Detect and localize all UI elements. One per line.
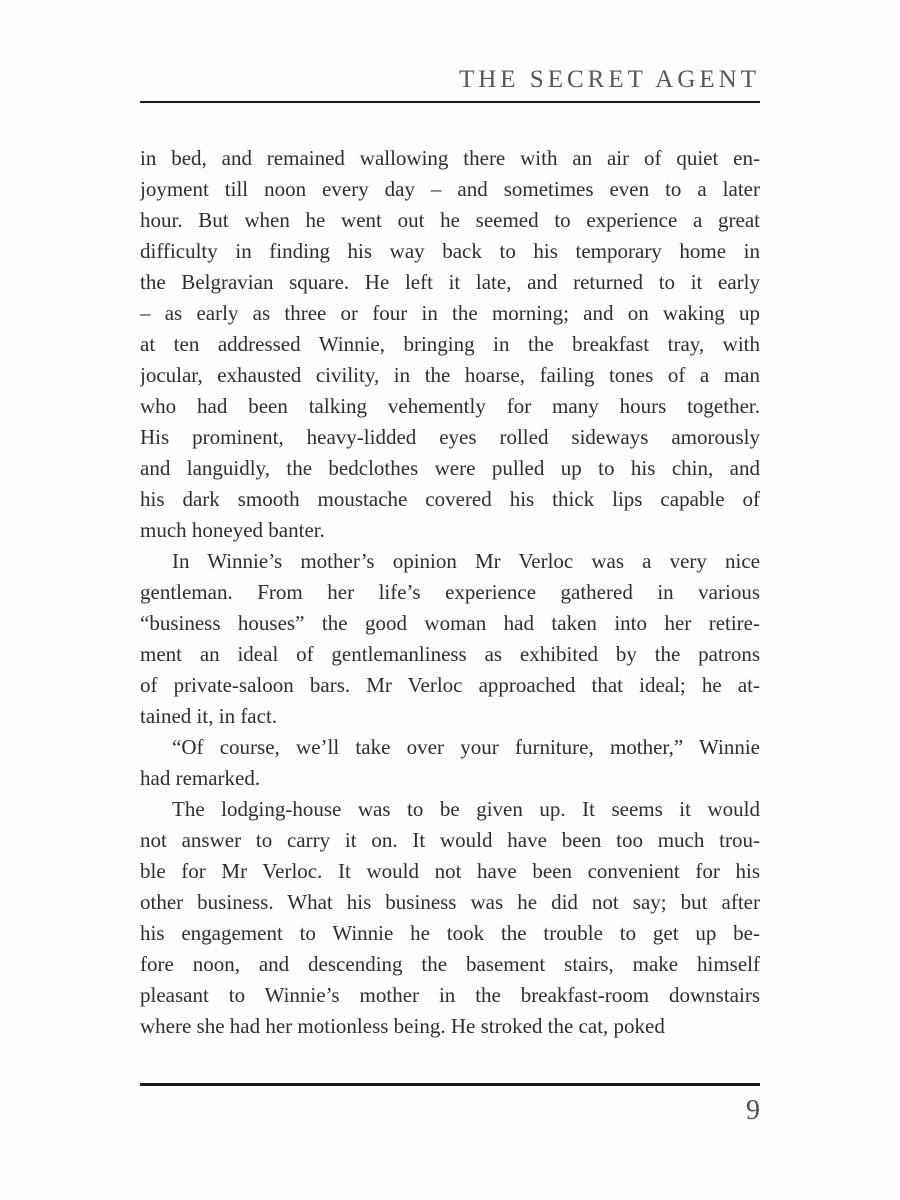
text-line: had remarked. xyxy=(140,766,261,790)
text-line: the Belgravian square. He left it late, and returned to it early xyxy=(140,270,760,294)
text-line: gentleman. From her life’s experience gathered in various xyxy=(140,580,760,604)
text-line: and languidly, the bedclothes were pulled up to his chin, and xyxy=(140,456,760,480)
text-line: The lodging-house was to be given up. It seems it would xyxy=(172,797,760,821)
text-line: at ten addressed Winnie, bringing in the breakfast tray, with xyxy=(140,332,760,356)
text-line: “Of course, we’ll take over your furniture, mother,” Winnie xyxy=(172,735,760,759)
text-line: fore noon, and descending the basement stairs, make himself xyxy=(140,952,760,976)
text-line: in bed, and remained wallowing there with an air of quiet en- xyxy=(140,146,760,170)
page-content xyxy=(140,0,760,1127)
text-line: who had been talking vehemently for many hours together. xyxy=(140,394,760,418)
text-line: His prominent, heavy-lidded eyes rolled sideways amorously xyxy=(140,425,760,449)
text-line: other business. What his business was he did not say; but after xyxy=(140,890,760,914)
text-line: pleasant to Winnie’s mother in the breakfast-room downstairs xyxy=(140,983,760,1007)
text-line: his dark smooth moustache covered his thick lips capable of xyxy=(140,487,760,511)
text-line: tained it, in fact. xyxy=(140,704,278,728)
text-line: not answer to carry it on. It would have been too much trou- xyxy=(140,828,760,852)
footer-rule xyxy=(140,1083,760,1086)
body-text xyxy=(140,143,760,1042)
text-line: ble for Mr Verloc. It would not have been convenient for his xyxy=(140,859,760,883)
text-line: difficulty in finding his way back to his temporary home in xyxy=(140,239,760,263)
text-line: joyment till noon every day – and sometimes even to a later xyxy=(140,177,760,201)
page-number: 9 xyxy=(746,1095,760,1126)
text-line: “business houses” the good woman had taken into her retire- xyxy=(140,611,760,635)
running-head-title: THE SECRET AGENT xyxy=(458,66,760,93)
header-rule xyxy=(140,101,760,103)
text-line: jocular, exhausted civility, in the hoarse, failing tones of a man xyxy=(140,363,760,387)
text-line: ment an ideal of gentlemanliness as exhibited by the patrons xyxy=(140,642,760,666)
text-line: of private-saloon bars. Mr Verloc approached that ideal; he at- xyxy=(140,673,760,697)
text-line: his engagement to Winnie he took the trouble to get up be- xyxy=(140,921,760,945)
text-line: much honeyed banter. xyxy=(140,518,325,542)
text-line: – as early as three or four in the morning; and on waking up xyxy=(140,301,760,325)
text-line: hour. But when he went out he seemed to experience a great xyxy=(140,208,760,232)
text-line: In Winnie’s mother’s opinion Mr Verloc was a very nice xyxy=(172,549,760,573)
text-line: where she had her motionless being. He stroked the cat, poked xyxy=(140,1014,665,1038)
